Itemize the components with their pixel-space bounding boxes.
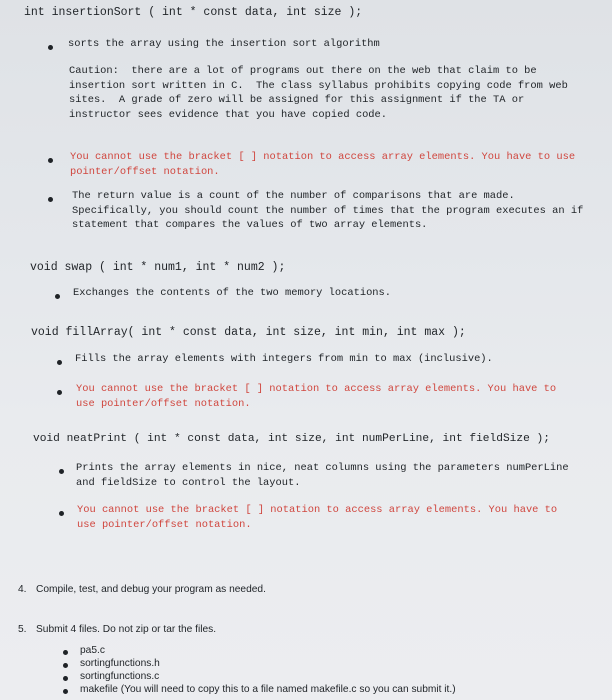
bracket-warning: You cannot use the bracket [ ] notation to access array elements. You have to use pointer/offset notation.	[76, 383, 563, 410]
caution-paragraph: Caution: there are a lot of programs out there on the web that claim to be insertion sort written in C. The class syllabus prohibits copying code from web sites. A grade of zero will be assigned for this assignment if the TA or instructor sees evidence that you have copied code.	[69, 65, 575, 121]
fill-array-description: Fills the array elements with integers from min to max (inclusive).	[75, 353, 493, 365]
bracket-warning: You cannot use the bracket [ ] notation to access array elements. You have to use pointer/offset notation.	[77, 504, 564, 531]
neat-print-description: Prints the array elements in nice, neat columns using the parameters numPerLine and fieldSize to control the layout.	[76, 462, 575, 489]
bullet-icon	[48, 158, 53, 163]
bullet-icon	[48, 197, 53, 202]
step-text: Submit 4 files. Do not zip or tar the files.	[36, 624, 217, 635]
file-item: sortingfunctions.h	[80, 658, 160, 669]
bullet-icon	[59, 469, 64, 474]
bullet-icon	[63, 663, 68, 668]
signature-fill-array: void fillArray( int * const data, int size, int min, int max );	[31, 326, 466, 339]
file-item: makefile (You will need to copy this to a file named makefile.c so you can submit it.)	[80, 684, 456, 695]
bullet-icon	[57, 390, 62, 395]
bullet-icon	[48, 45, 53, 50]
signature-swap: void swap ( int * num1, int * num2 );	[30, 261, 286, 274]
bullet-icon	[63, 676, 68, 681]
step-text: Compile, test, and debug your program as needed.	[36, 584, 266, 595]
return-value-description: The return value is a count of the number of comparisons that are made. Specifically, you should count the number of times that the program executes an if statement that compares the values of two array elements.	[72, 190, 590, 231]
bullet-icon	[63, 650, 68, 655]
step-number: 5.	[18, 624, 27, 635]
signature-neat-print: void neatPrint ( int * const data, int size, int numPerLine, int fieldSize );	[33, 433, 550, 445]
step-number: 4.	[18, 584, 27, 595]
bullet-icon	[55, 294, 60, 299]
signature-insertion-sort: int insertionSort ( int * const data, int size );	[24, 6, 363, 19]
bracket-warning: You cannot use the bracket [ ] notation to access array elements. You have to use pointer/offset notation.	[70, 151, 582, 178]
bullet-icon	[63, 689, 68, 694]
file-item: sortingfunctions.c	[80, 671, 160, 682]
bullet-icon	[59, 511, 64, 516]
insertion-sort-description: sorts the array using the insertion sort algorithm	[68, 38, 380, 50]
file-item: pa5.c	[80, 645, 105, 656]
bullet-icon	[57, 360, 62, 365]
swap-description: Exchanges the contents of the two memory locations.	[73, 287, 392, 299]
